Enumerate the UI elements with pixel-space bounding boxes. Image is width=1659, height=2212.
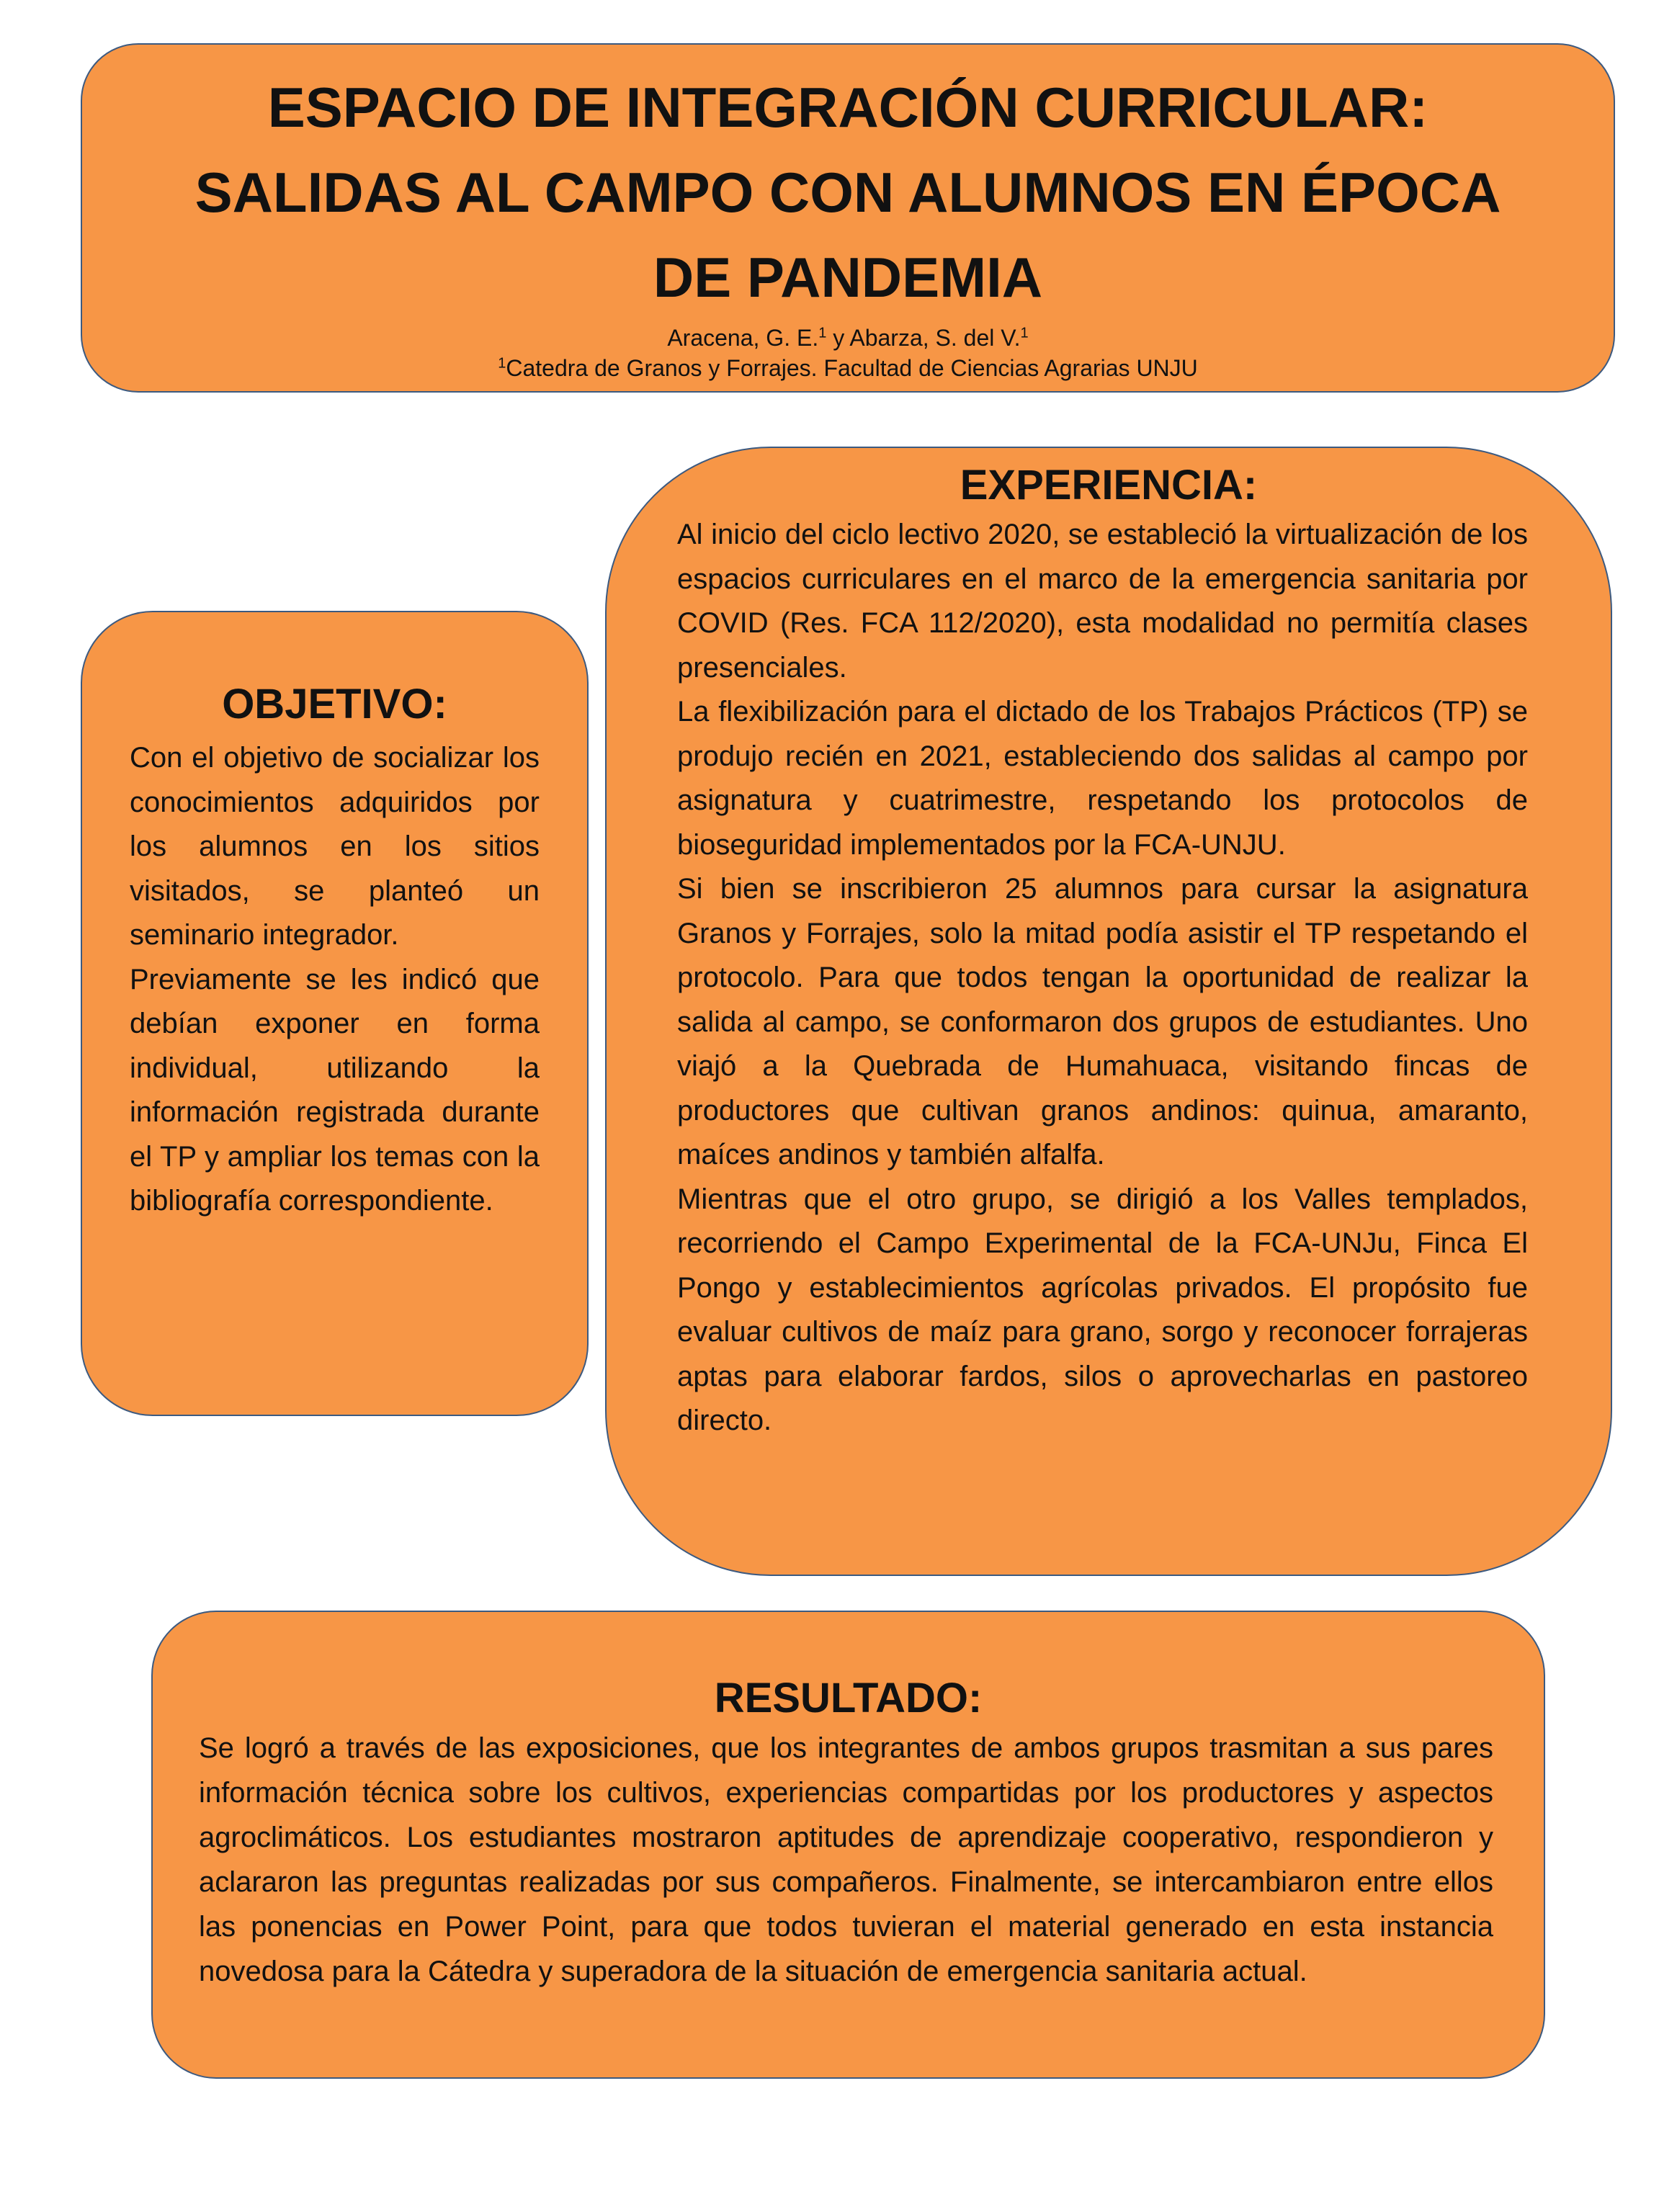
- author-name: y Abarza, S. del V.: [826, 325, 1021, 351]
- objetivo-heading: OBJETIVO:: [222, 681, 447, 727]
- title-line: ESPACIO DE INTEGRACIÓN CURRICULAR:: [267, 76, 1428, 139]
- paragraph: Se logró a través de las exposiciones, que los integrantes de ambos grupos trasmitan a sus pares información técnica sobre los cultivos, experiencias compartidas por los productores y aspectos agroclimáticos. Los estudiantes mostraron aptitudes de aprendizaje cooperativo, respondieron y aclararon las preguntas realizadas por sus compañeros. Finalmente, se intercambiaron entre ellos las ponencias en Power Point, para que todos tuvieran el material generado en esta instancia novedosa para la Cátedra y superadora de la situación de emergencia sanitaria actual.: [199, 1732, 1493, 1987]
- authors: [82, 323, 1614, 353]
- affiliation-mark: 1: [498, 355, 506, 372]
- title-line: SALIDAS AL CAMPO CON ALUMNOS EN ÉPOCA: [194, 161, 1501, 224]
- paragraph: Previamente se les indicó que debían exponer en forma individual, utilizando la información registrada durante el TP y ampliar los temas con la bibliografía correspondiente.: [130, 963, 540, 1217]
- title-line: DE PANDEMIA: [653, 246, 1043, 309]
- paragraph: Con el objetivo de socializar los conocimientos adquiridos por los alumnos en los sitios visitados, se planteó un seminario integrador.: [130, 742, 540, 951]
- resultado-panel: [151, 1611, 1545, 2079]
- affiliation: [82, 353, 1614, 383]
- author-name: Aracena, G. E.: [667, 325, 819, 351]
- affiliation-mark: 1: [818, 325, 827, 341]
- title-banner: [81, 43, 1615, 393]
- experiencia-heading: EXPERIENCIA:: [960, 462, 1258, 509]
- experiencia-panel: [605, 447, 1612, 1576]
- poster-title: [111, 65, 1585, 320]
- resultado-body: [199, 1726, 1493, 1994]
- affiliation-mark: 1: [1020, 325, 1029, 341]
- paragraph: Mientras que el otro grupo, se dirigió a los Valles templados, recorriendo el Campo Experimental de la FCA-UNJu, Finca El Pongo y establecimientos agrícolas privados. El propósito fue evaluar cultivos de maíz para grano, sorgo y reconocer forrajeras aptas para elaborar fardos, silos o aprovecharlas en pastoreo directo.: [677, 1183, 1528, 1436]
- paragraph: Si bien se inscribieron 25 alumnos para cursar la asignatura Granos y Forrajes, solo la mitad podía asistir el TP respetando el protocolo. Para que todos tengan la oportunidad de realizar la salida al campo, se conformaron dos grupos de estudiantes. Uno viajó a la Quebrada de Humahuaca, visitando fincas de productores que cultivan granos andinos: quinua, amaranto, maíces andinos y también alfalfa.: [677, 873, 1528, 1170]
- affiliation-text: Catedra de Granos y Forrajes. Facultad de Ciencias Agrarias UNJU: [506, 355, 1198, 381]
- paragraph: Al inicio del ciclo lectivo 2020, se estableció la virtualización de los espacios curriculares en el marco de la emergencia sanitaria por COVID (Res. FCA 112/2020), esta modalidad no permitía clases presenciales.: [677, 519, 1528, 684]
- resultado-heading: RESULTADO:: [714, 1675, 983, 1721]
- objetivo-body: [130, 736, 540, 1224]
- experiencia-body: [677, 513, 1528, 1443]
- objetivo-panel: [81, 611, 589, 1416]
- paragraph: La flexibilización para el dictado de los Trabajos Prácticos (TP) se produjo recién en 2021, estableciendo dos salidas al campo por asignatura y cuatrimestre, respetando los protocolos de bioseguridad implementados por la FCA-UNJU.: [677, 696, 1528, 861]
